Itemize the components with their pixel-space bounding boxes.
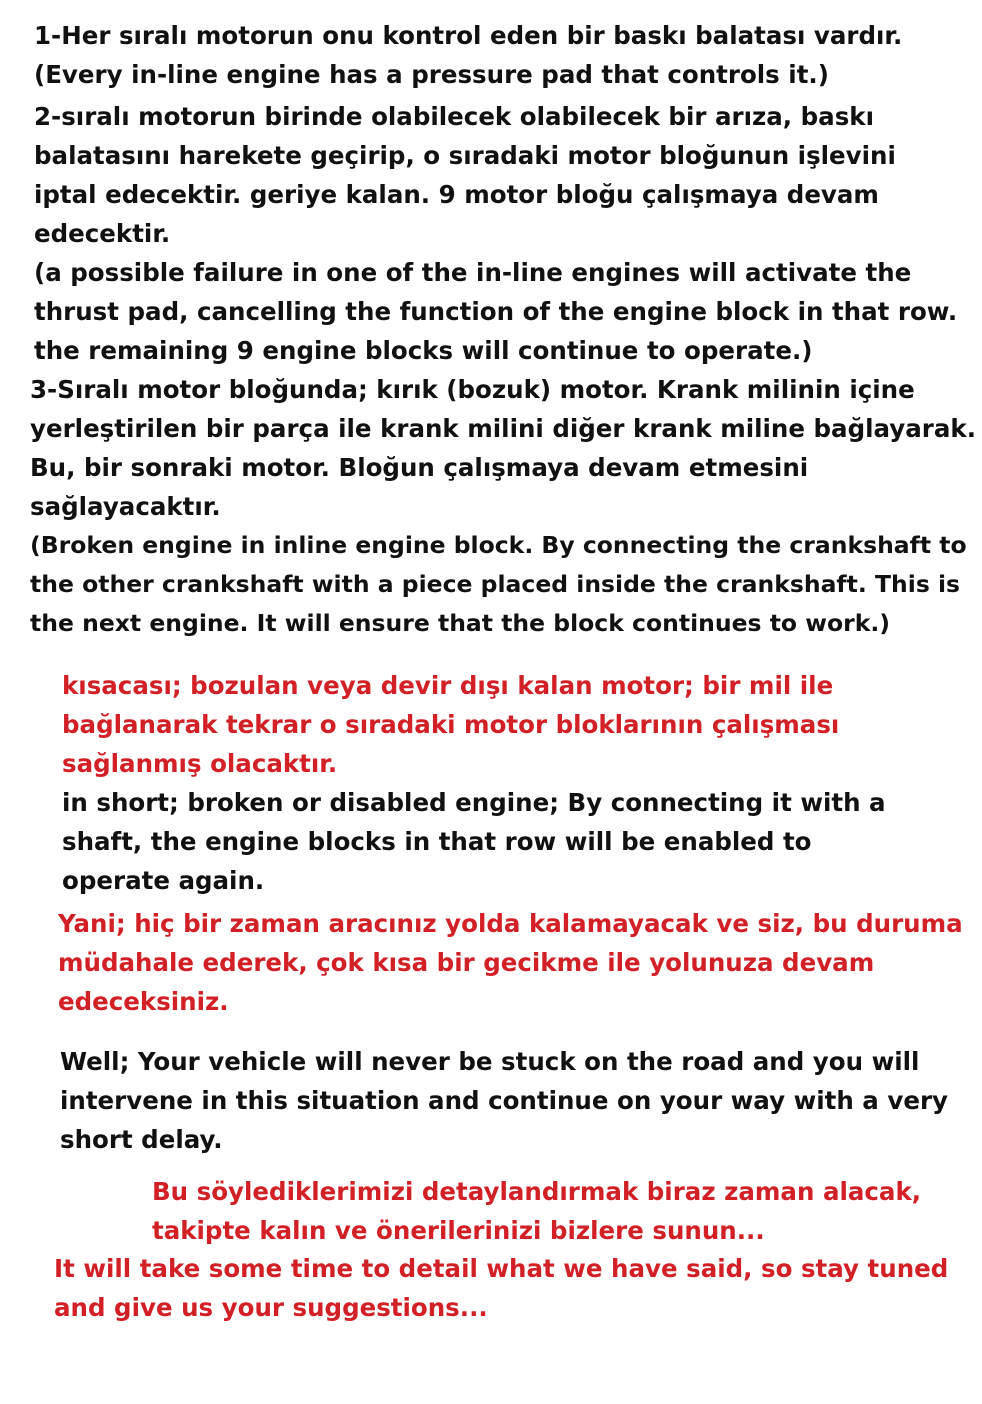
conclusion-english-line: Well; Your vehicle will never be stuck on the road and you will bbox=[60, 1047, 920, 1076]
closing-turkish-line: takipte kalın ve önerilerinizi bizlere sunun... bbox=[152, 1216, 765, 1245]
conclusion-english-line: short delay. bbox=[60, 1125, 223, 1154]
closing-english-line: and give us your suggestions... bbox=[54, 1293, 488, 1322]
section-3-turkish-line: yerleştirilen bir parça ile krank milini diğer krank miline bağlayarak. bbox=[30, 414, 977, 443]
closing-turkish bbox=[152, 1172, 921, 1250]
section-3-turkish-line: sağlayacaktır. bbox=[30, 492, 221, 521]
section-3-english-line: (Broken engine in inline engine block. By connecting the crankshaft to bbox=[30, 531, 967, 559]
section-2-english-line: (a possible failure in one of the in-line engines will activate the bbox=[34, 258, 912, 287]
summary-turkish bbox=[62, 666, 839, 783]
section-3-turkish-line: Bu, bir sonraki motor. Bloğun çalışmaya devam etmesini bbox=[30, 453, 809, 482]
conclusion-turkish-line: müdahale ederek, çok kısa bir gecikme ile yolunuza devam bbox=[58, 948, 875, 977]
summary-turkish-line: bağlanarak tekrar o sıradaki motor bloklarının çalışması bbox=[62, 710, 840, 739]
closing-turkish-line: Bu söylediklerimizi detaylandırmak biraz zaman alacak, bbox=[152, 1177, 922, 1206]
conclusion-turkish-line: edeceksiniz. bbox=[58, 987, 229, 1016]
section-2-english-line: thrust pad, cancelling the function of the engine block in that row. bbox=[34, 297, 958, 326]
section-2-english bbox=[34, 253, 957, 370]
summary-turkish-line: kısacası; bozulan veya devir dışı kalan motor; bir mil ile bbox=[62, 671, 834, 700]
conclusion-turkish bbox=[58, 904, 963, 1021]
section-2-turkish-line: iptal edecektir. geriye kalan. 9 motor bloğu çalışmaya devam bbox=[34, 180, 879, 209]
section-1-turkish-line: 1-Her sıralı motorun onu kontrol eden bir baskı balatası vardır. bbox=[34, 21, 903, 50]
section-1-english bbox=[34, 55, 829, 94]
section-1-english-line: (Every in-line engine has a pressure pad that controls it.) bbox=[34, 60, 829, 89]
section-3-english-line: the next engine. It will ensure that the block continues to work.) bbox=[30, 609, 890, 637]
section-2-turkish-line: edecektir. bbox=[34, 219, 171, 248]
section-2-turkish-line: balatasını harekete geçirip, o sıradaki motor bloğunun işlevini bbox=[34, 141, 896, 170]
section-2-turkish-line: 2-sıralı motorun birinde olabilecek olabilecek bir arıza, baskı bbox=[34, 102, 874, 131]
section-3-english-line: the other crankshaft with a piece placed inside the crankshaft. This is bbox=[30, 570, 961, 598]
conclusion-english-line: intervene in this situation and continue on your way with a very bbox=[60, 1086, 949, 1115]
section-2-turkish bbox=[34, 97, 896, 253]
summary-english-line: shaft, the engine blocks in that row will be enabled to bbox=[62, 827, 812, 856]
closing-english-line: It will take some time to detail what we have said, so stay tuned bbox=[54, 1254, 949, 1283]
closing-english bbox=[54, 1249, 948, 1327]
summary-english-line: in short; broken or disabled engine; By connecting it with a bbox=[62, 788, 886, 817]
section-3-turkish bbox=[30, 370, 976, 526]
section-3-english bbox=[30, 526, 967, 643]
summary-turkish-line: sağlanmış olacaktır. bbox=[62, 749, 338, 778]
conclusion-turkish-line: Yani; hiç bir zaman aracınız yolda kalamayacak ve siz, bu duruma bbox=[58, 909, 963, 938]
section-2-english-line: the remaining 9 engine blocks will continue to operate.) bbox=[34, 336, 813, 365]
summary-english bbox=[62, 783, 886, 900]
summary-english-line: operate again. bbox=[62, 866, 265, 895]
section-1-turkish bbox=[34, 16, 902, 55]
section-3-turkish-line: 3-Sıralı motor bloğunda; kırık (bozuk) motor. Krank milinin içine bbox=[30, 375, 915, 404]
conclusion-english bbox=[60, 1042, 948, 1159]
